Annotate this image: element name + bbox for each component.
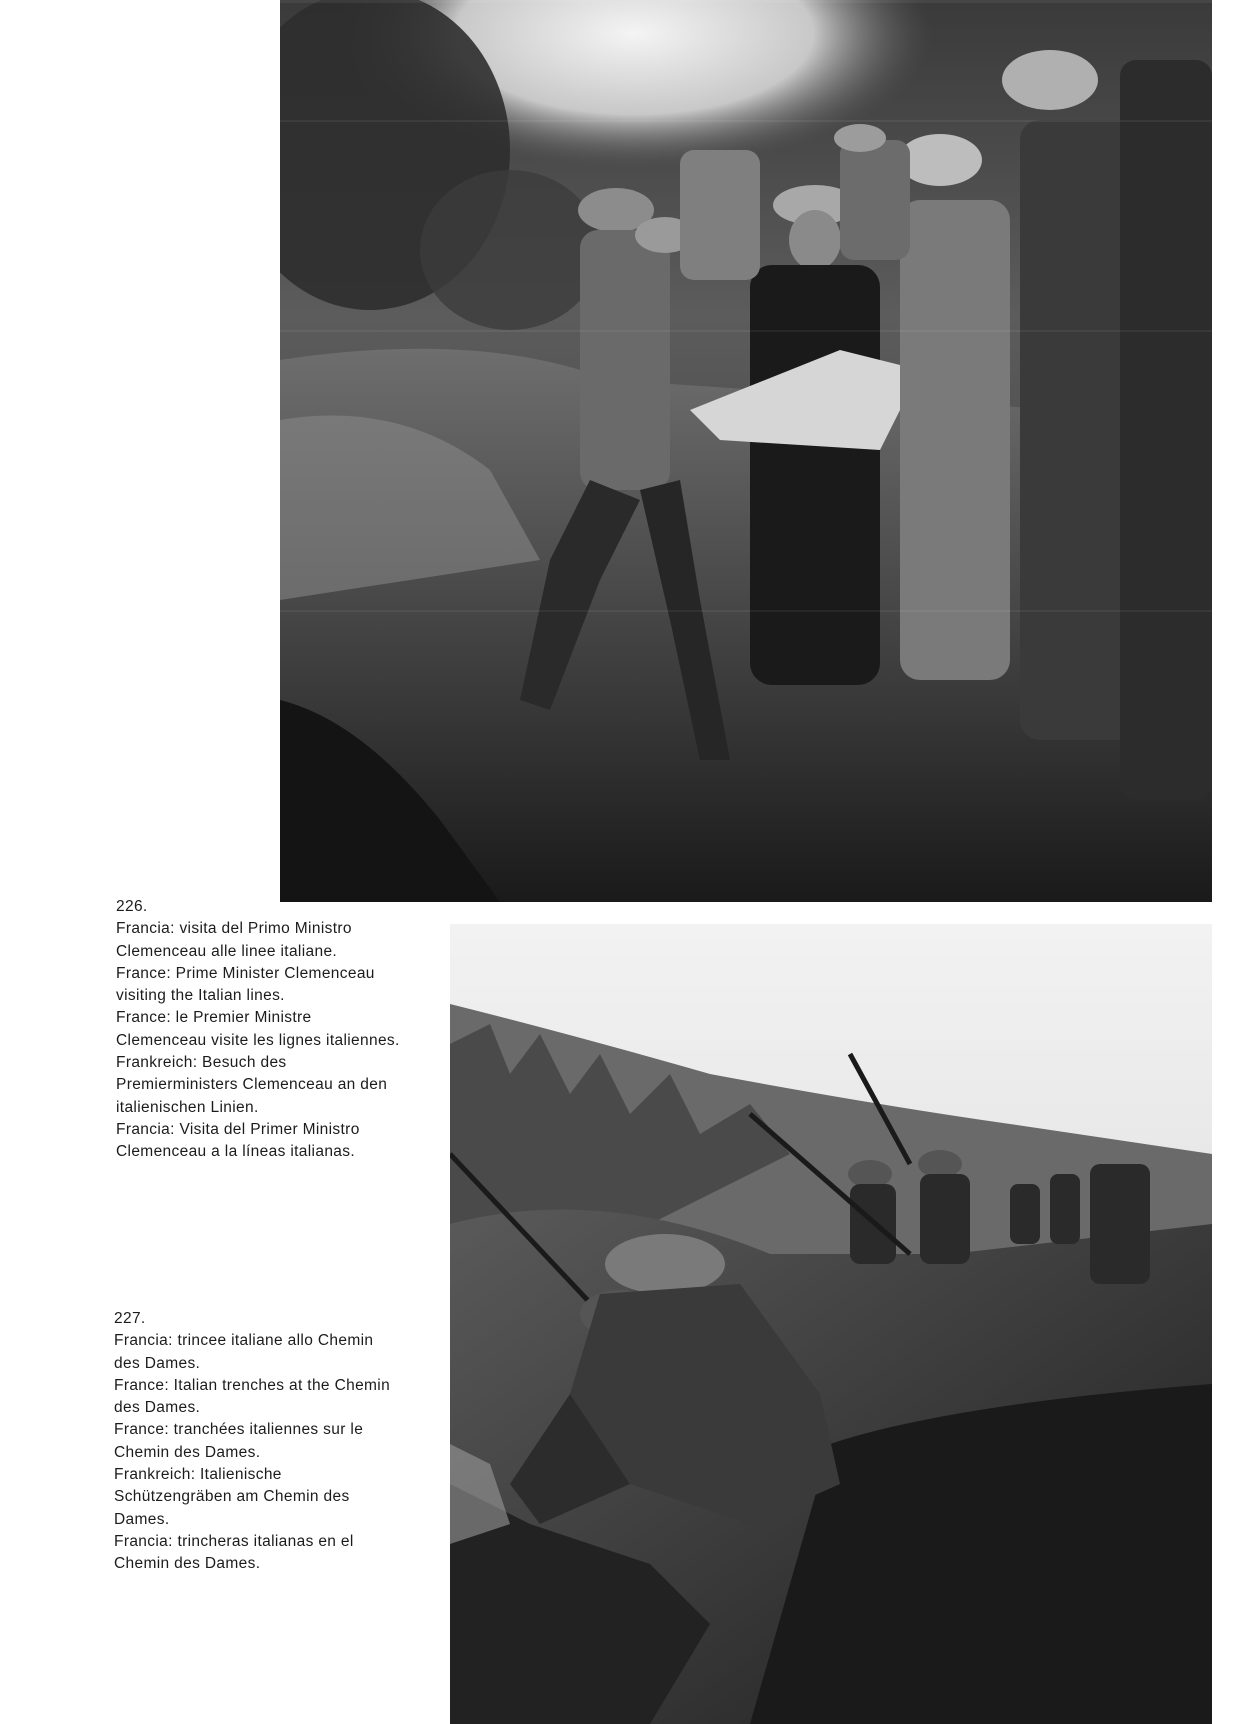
caption-227-line: des Dames.: [114, 1354, 201, 1372]
caption-226: [116, 896, 446, 1164]
caption-227-line: Chemin des Dames.: [114, 1443, 261, 1461]
caption-227: [114, 1308, 444, 1576]
caption-226-line: Premierministers Clemenceau an den: [116, 1076, 388, 1094]
caption-226-line: Clemenceau a la líneas italianas.: [116, 1143, 356, 1161]
photo-italian-trenches-image: [450, 924, 1212, 1724]
caption-227-line: Frankreich: Italienische: [114, 1466, 282, 1484]
caption-226-line: Frankreich: Besuch des: [116, 1054, 287, 1072]
caption-227-line: Schützengräben am Chemin des: [114, 1488, 350, 1506]
caption-227-line: Chemin des Dames.: [114, 1555, 261, 1573]
caption-226-line: italienischen Linien.: [116, 1098, 259, 1116]
photo-italian-trenches: [450, 924, 1212, 1724]
caption-226-line: Francia: visita del Primo Ministro: [116, 920, 352, 938]
caption-227-line: Francia: trincheras italianas en el: [114, 1532, 354, 1550]
caption-227-line: des Dames.: [114, 1399, 201, 1417]
caption-226-line: France: Prime Minister Clemenceau: [116, 964, 375, 982]
figure-number-227: 227.: [114, 1310, 146, 1327]
caption-226-line: visiting the Italian lines.: [116, 987, 285, 1005]
caption-227-line: France: tranchées italiennes sur le: [114, 1421, 364, 1439]
caption-226-line: Clemenceau visite les lignes italiennes.: [116, 1031, 400, 1049]
caption-227-line: Dames.: [114, 1510, 170, 1528]
photo-clemenceau-visit-image: [280, 0, 1212, 902]
caption-227-line: Francia: trincee italiane allo Chemin: [114, 1332, 374, 1350]
caption-226-line: Clemenceau alle linee italiane.: [116, 942, 338, 960]
caption-226-line: France: le Premier Ministre: [116, 1009, 312, 1027]
caption-226-line: Francia: Visita del Primer Ministro: [116, 1120, 360, 1138]
photo-clemenceau-visit: [280, 0, 1212, 902]
figure-number-226: 226.: [116, 898, 148, 915]
caption-227-line: France: Italian trenches at the Chemin: [114, 1376, 391, 1394]
